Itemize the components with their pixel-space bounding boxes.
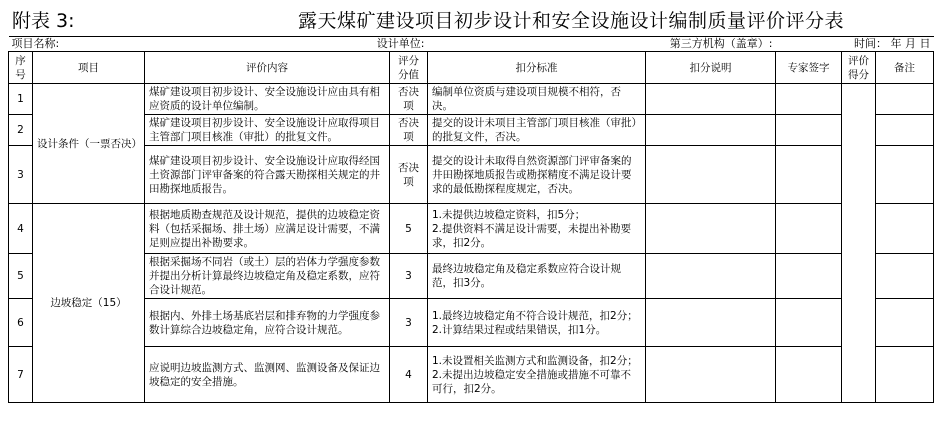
deduction-note-cell[interactable] [646, 347, 776, 403]
expert-sign-cell[interactable] [776, 146, 842, 204]
row-criteria: 提交的设计未取得自然资源部门评审备案的井田勘探地质报告或勘探精度不满足设计要求的最低勘探程度规定，否决。 [428, 146, 646, 204]
expert-sign-cell[interactable] [776, 347, 842, 403]
col-eval-score: 评价得分 [842, 52, 876, 84]
row-no: 1 [9, 84, 33, 115]
table-row [9, 115, 934, 146]
row-content: 应说明边坡监测方式、监测网、监测设备及保证边坡稳定的安全措施。 [145, 347, 390, 403]
deduction-note-cell[interactable] [646, 146, 776, 204]
criteria-line: 2.计算结果过程或结果错误，扣1分。 [432, 323, 607, 336]
expert-sign-cell[interactable] [776, 299, 842, 347]
row-criteria [428, 347, 646, 403]
row-criteria [428, 204, 646, 254]
deduction-note-cell[interactable] [646, 204, 776, 254]
col-score: 评分分值 [390, 52, 428, 84]
table-row [9, 146, 934, 204]
row-content: 根据内、外排土场基底岩层和排弃物的力学强度参数计算综合边坡稳定角，应符合设计规范。 [145, 299, 390, 347]
criteria-line: 1.最终边坡稳定角不符合设计规范，扣2分； [432, 309, 638, 322]
table-row [9, 204, 934, 254]
col-content: 评价内容 [145, 52, 390, 84]
row-score: 3 [390, 254, 428, 299]
criteria-line: 1.未提供边坡稳定资料，扣5分； [432, 208, 586, 221]
col-no: 序号 [9, 52, 33, 84]
table-row [9, 254, 934, 299]
row-criteria [428, 299, 646, 347]
eval-score-cell[interactable] [842, 84, 876, 403]
group-design-conditions: 设计条件（一票否决） [33, 84, 145, 204]
col-deduction-note: 扣分说明 [646, 52, 776, 84]
row-content: 煤矿建设项目初步设计、安全设施设计应取得经国土资源部门评审备案的符合露天勘探相关规定的井田勘探地质报告。 [145, 146, 390, 204]
evaluation-table [8, 36, 934, 403]
remark-cell[interactable] [876, 146, 934, 204]
row-criteria: 提交的设计未项目主管部门项目核准（审批）的批复文件，否决。 [428, 115, 646, 146]
deduction-note-cell[interactable] [646, 299, 776, 347]
row-no: 7 [9, 347, 33, 403]
row-score: 5 [390, 204, 428, 254]
expert-sign-cell[interactable] [776, 84, 842, 115]
col-criteria: 扣分标准 [428, 52, 646, 84]
third-party-field: 第三方机构（盖章）: [428, 37, 776, 52]
table-row [9, 84, 934, 115]
criteria-line: 2.提供资料不满足设计需要，未提出补勘要求，扣2分。 [432, 222, 632, 249]
row-content: 根据采掘场不同岩（或土）层的岩体力学强度参数并提出分析计算最终边坡稳定角及稳定系数，应符合设计规范。 [145, 254, 390, 299]
time-field: 时间： 年 月 日 [776, 37, 934, 52]
group-slope-stability: 边坡稳定（15） [33, 204, 145, 403]
row-score: 否决项 [390, 115, 428, 146]
remark-cell[interactable] [876, 254, 934, 299]
project-name-field: 项目名称: [9, 37, 145, 52]
deduction-note-cell[interactable] [646, 84, 776, 115]
row-score: 3 [390, 299, 428, 347]
page-title: 露天煤矿建设项目初步设计和安全设施设计编制质量评价评分表 [298, 10, 845, 32]
appendix-label: 附表 3: [12, 10, 75, 32]
remark-cell[interactable] [876, 347, 934, 403]
row-no: 2 [9, 115, 33, 146]
remark-cell[interactable] [876, 204, 934, 254]
row-content: 煤矿建设项目初步设计、安全设施设计应取得项目主管部门项目核准（审批）的批复文件。 [145, 115, 390, 146]
col-remark: 备注 [876, 52, 934, 84]
row-no: 6 [9, 299, 33, 347]
remark-cell[interactable] [876, 299, 934, 347]
row-criteria: 编制单位资质与建设项目规模不相符，否决。 [428, 84, 646, 115]
design-unit-field: 设计单位: [145, 37, 428, 52]
expert-sign-cell[interactable] [776, 204, 842, 254]
row-content: 煤矿建设项目初步设计、安全设施设计应由具有相应资质的设计单位编制。 [145, 84, 390, 115]
col-item: 项目 [33, 52, 145, 84]
meta-row [9, 37, 934, 52]
row-score: 否决项 [390, 146, 428, 204]
header-row [9, 52, 934, 84]
criteria-line: 1.未设置相关监测方式和监测设备，扣2分； [432, 354, 638, 367]
row-score: 否决项 [390, 84, 428, 115]
deduction-note-cell[interactable] [646, 115, 776, 146]
col-expert-sign: 专家签字 [776, 52, 842, 84]
row-criteria: 最终边坡稳定角及稳定系数应符合设计规范，扣3分。 [428, 254, 646, 299]
row-content: 根据地质勘查规范及设计规范，提供的边坡稳定资料（包括采掘场、排土场）应满足设计需要，不满足则应提出补勘要求。 [145, 204, 390, 254]
table-row [9, 347, 934, 403]
deduction-note-cell[interactable] [646, 254, 776, 299]
remark-cell[interactable] [876, 115, 934, 146]
table-row [9, 299, 934, 347]
row-no: 4 [9, 204, 33, 254]
title-row [8, 6, 933, 36]
expert-sign-cell[interactable] [776, 115, 842, 146]
row-no: 3 [9, 146, 33, 204]
criteria-line: 2.未提出边坡稳定安全措施或措施不可靠不可行，扣2分。 [432, 368, 632, 395]
remark-cell[interactable] [876, 84, 934, 115]
row-score: 4 [390, 347, 428, 403]
expert-sign-cell[interactable] [776, 254, 842, 299]
row-no: 5 [9, 254, 33, 299]
